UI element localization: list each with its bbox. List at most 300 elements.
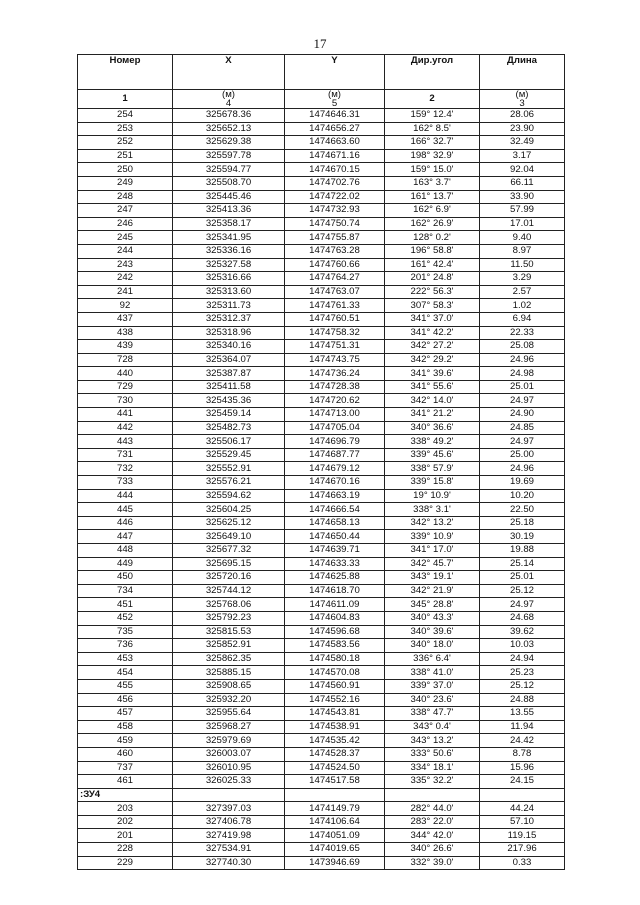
x-coordinate: 325979.69	[173, 734, 285, 748]
y-coordinate: 1474583.56	[285, 639, 385, 653]
point-number: 443	[78, 435, 173, 449]
empty-cell	[173, 788, 285, 802]
x-coordinate: 325435.36	[173, 394, 285, 408]
y-coordinate: 1474751.31	[285, 340, 385, 354]
table-row	[78, 394, 565, 408]
x-coordinate: 325677.32	[173, 544, 285, 558]
x-coordinate: 325445.46	[173, 190, 285, 204]
table-row	[78, 421, 565, 435]
point-number: 252	[78, 136, 173, 150]
unit-col-2: (м) 4	[173, 90, 285, 109]
x-coordinate: 325506.17	[173, 435, 285, 449]
y-coordinate: 1474658.13	[285, 516, 385, 530]
x-coordinate: 325629.38	[173, 136, 285, 150]
table-row	[78, 625, 565, 639]
table-row	[78, 367, 565, 381]
y-coordinate: 1474670.16	[285, 476, 385, 490]
y-coordinate: 1474713.00	[285, 408, 385, 422]
x-coordinate: 325625.12	[173, 516, 285, 530]
table-row	[78, 380, 565, 394]
direction-angle: 338° 49.2'	[385, 435, 480, 449]
y-coordinate: 1474618.70	[285, 584, 385, 598]
x-coordinate: 325482.73	[173, 421, 285, 435]
segment-length: 17.01	[480, 217, 565, 231]
y-coordinate: 1474535.42	[285, 734, 385, 748]
point-number: 452	[78, 611, 173, 625]
segment-length: 1.02	[480, 299, 565, 313]
segment-length: 22.33	[480, 326, 565, 340]
table-row	[78, 598, 565, 612]
segment-length: 24.96	[480, 462, 565, 476]
point-number: 242	[78, 272, 173, 286]
segment-length: 25.14	[480, 557, 565, 571]
x-coordinate: 325652.13	[173, 122, 285, 136]
segment-length: 11.50	[480, 258, 565, 272]
point-number: 202	[78, 815, 173, 829]
segment-length: 9.40	[480, 231, 565, 245]
table-row	[78, 747, 565, 761]
table-row	[78, 652, 565, 666]
x-coordinate: 325358.17	[173, 217, 285, 231]
table-row	[78, 666, 565, 680]
segment-length: 24.15	[480, 775, 565, 789]
point-number: 244	[78, 244, 173, 258]
segment-length: 39.62	[480, 625, 565, 639]
direction-angle: 161° 13.7'	[385, 190, 480, 204]
table-row	[78, 516, 565, 530]
direction-angle: 343° 19.1'	[385, 571, 480, 585]
table-row	[78, 843, 565, 857]
direction-angle: 166° 32.7'	[385, 136, 480, 150]
y-coordinate: 1474633.33	[285, 557, 385, 571]
direction-angle: 282° 44.0'	[385, 802, 480, 816]
x-coordinate: 326003.07	[173, 747, 285, 761]
table-row	[78, 693, 565, 707]
segment-length: 217.96	[480, 843, 565, 857]
direction-angle: 159° 12.4'	[385, 109, 480, 123]
segment-length: 19.69	[480, 476, 565, 490]
x-coordinate: 326025.33	[173, 775, 285, 789]
table-row	[78, 679, 565, 693]
x-coordinate: 325768.06	[173, 598, 285, 612]
x-coordinate: 325594.62	[173, 489, 285, 503]
x-coordinate: 325311.73	[173, 299, 285, 313]
x-coordinate: 325908.65	[173, 679, 285, 693]
table-row	[78, 312, 565, 326]
table-row	[78, 109, 565, 123]
direction-angle: 196° 58.8'	[385, 244, 480, 258]
segment-length: 2.57	[480, 285, 565, 299]
x-coordinate: 325387.87	[173, 367, 285, 381]
point-number: 250	[78, 163, 173, 177]
y-coordinate: 1474656.27	[285, 122, 385, 136]
x-coordinate: 325744.12	[173, 584, 285, 598]
segment-length: 24.68	[480, 611, 565, 625]
unit-col-3: (м) 5	[285, 90, 385, 109]
y-coordinate: 1474517.58	[285, 775, 385, 789]
point-number: 728	[78, 353, 173, 367]
x-coordinate: 325604.25	[173, 503, 285, 517]
x-coordinate: 325932.20	[173, 693, 285, 707]
y-coordinate: 1474580.18	[285, 652, 385, 666]
y-coordinate: 1474663.60	[285, 136, 385, 150]
segment-length: 19.88	[480, 544, 565, 558]
x-coordinate: 325341.95	[173, 231, 285, 245]
point-number: 461	[78, 775, 173, 789]
x-coordinate: 325508.70	[173, 176, 285, 190]
unit-col-1: 1	[78, 90, 173, 109]
point-number: 248	[78, 190, 173, 204]
point-number: 737	[78, 761, 173, 775]
segment-length: 44.24	[480, 802, 565, 816]
direction-angle: 159° 15.0'	[385, 163, 480, 177]
x-coordinate: 325852.91	[173, 639, 285, 653]
point-number: 456	[78, 693, 173, 707]
segment-length: 25.01	[480, 380, 565, 394]
point-number: 447	[78, 530, 173, 544]
header-y: Y	[285, 55, 385, 90]
direction-angle: 342° 45.7'	[385, 557, 480, 571]
direction-angle: 342° 14.0'	[385, 394, 480, 408]
point-number: 229	[78, 856, 173, 870]
direction-angle: 341° 39.6'	[385, 367, 480, 381]
point-number: 729	[78, 380, 173, 394]
direction-angle: 332° 39.0'	[385, 856, 480, 870]
point-number: 243	[78, 258, 173, 272]
page-number: 17	[313, 36, 327, 51]
y-coordinate: 1474650.44	[285, 530, 385, 544]
y-coordinate: 1474528.37	[285, 747, 385, 761]
segment-length: 10.03	[480, 639, 565, 653]
empty-cell	[480, 788, 565, 802]
point-number: 446	[78, 516, 173, 530]
section-row	[78, 788, 565, 802]
table-row	[78, 802, 565, 816]
direction-angle: 161° 42.4'	[385, 258, 480, 272]
point-number: 453	[78, 652, 173, 666]
segment-length: 3.29	[480, 272, 565, 286]
direction-angle: 162° 8.5'	[385, 122, 480, 136]
y-coordinate: 1474696.79	[285, 435, 385, 449]
segment-length: 24.88	[480, 693, 565, 707]
segment-length: 25.23	[480, 666, 565, 680]
direction-angle: 163° 3.7'	[385, 176, 480, 190]
segment-length: 33.90	[480, 190, 565, 204]
empty-cell	[385, 788, 480, 802]
segment-length: 25.18	[480, 516, 565, 530]
point-number: 203	[78, 802, 173, 816]
y-coordinate: 1474524.50	[285, 761, 385, 775]
segment-length: 25.12	[480, 584, 565, 598]
direction-angle: 342° 27.2'	[385, 340, 480, 354]
direction-angle: 340° 18.0'	[385, 639, 480, 653]
table-row	[78, 448, 565, 462]
x-coordinate: 325597.78	[173, 149, 285, 163]
y-coordinate: 1474538.91	[285, 720, 385, 734]
coordinates-table	[77, 54, 565, 870]
table-row	[78, 611, 565, 625]
table-row	[78, 299, 565, 313]
x-coordinate: 327397.03	[173, 802, 285, 816]
unit-col-5: (м) 3	[480, 90, 565, 109]
y-coordinate: 1474663.19	[285, 489, 385, 503]
point-number: 254	[78, 109, 173, 123]
point-number: 441	[78, 408, 173, 422]
point-number: 251	[78, 149, 173, 163]
point-number: 458	[78, 720, 173, 734]
direction-angle: 340° 43.3'	[385, 611, 480, 625]
segment-length: 25.01	[480, 571, 565, 585]
x-coordinate: 325364.07	[173, 353, 285, 367]
table-row	[78, 285, 565, 299]
point-number: 92	[78, 299, 173, 313]
y-coordinate: 1474679.12	[285, 462, 385, 476]
point-number: 253	[78, 122, 173, 136]
y-coordinate: 1474149.79	[285, 802, 385, 816]
segment-length: 24.94	[480, 652, 565, 666]
x-coordinate: 325678.36	[173, 109, 285, 123]
direction-angle: 339° 45.6'	[385, 448, 480, 462]
direction-angle: 338° 3.1'	[385, 503, 480, 517]
x-coordinate: 327740.30	[173, 856, 285, 870]
y-coordinate: 1474604.83	[285, 611, 385, 625]
x-coordinate: 327419.98	[173, 829, 285, 843]
y-coordinate: 1474743.75	[285, 353, 385, 367]
segment-length: 25.12	[480, 679, 565, 693]
table-row	[78, 435, 565, 449]
y-coordinate: 1474019.65	[285, 843, 385, 857]
header-number: Номер	[78, 55, 173, 90]
header-row	[78, 55, 565, 90]
segment-length: 23.90	[480, 122, 565, 136]
point-number: 228	[78, 843, 173, 857]
table-row	[78, 258, 565, 272]
point-number: 246	[78, 217, 173, 231]
segment-length: 57.99	[480, 204, 565, 218]
point-number: 736	[78, 639, 173, 653]
segment-length: 24.97	[480, 435, 565, 449]
table-row	[78, 856, 565, 870]
segment-length: 8.97	[480, 244, 565, 258]
table-row	[78, 720, 565, 734]
table-row	[78, 489, 565, 503]
direction-angle: 338° 47.7'	[385, 707, 480, 721]
table-row	[78, 571, 565, 585]
y-coordinate: 1474543.81	[285, 707, 385, 721]
x-coordinate: 327406.78	[173, 815, 285, 829]
point-number: 455	[78, 679, 173, 693]
segment-length: 24.42	[480, 734, 565, 748]
table-row	[78, 476, 565, 490]
y-coordinate: 1473946.69	[285, 856, 385, 870]
y-coordinate: 1474760.51	[285, 312, 385, 326]
segment-length: 30.19	[480, 530, 565, 544]
y-coordinate: 1474596.68	[285, 625, 385, 639]
direction-angle: 341° 55.6'	[385, 380, 480, 394]
table-row	[78, 557, 565, 571]
units-row	[78, 90, 565, 109]
table-row	[78, 530, 565, 544]
y-coordinate: 1474760.66	[285, 258, 385, 272]
y-coordinate: 1474728.38	[285, 380, 385, 394]
direction-angle: 343° 0.4'	[385, 720, 480, 734]
direction-angle: 307° 58.3'	[385, 299, 480, 313]
direction-angle: 342° 21.9'	[385, 584, 480, 598]
x-coordinate: 327534.91	[173, 843, 285, 857]
table-row	[78, 272, 565, 286]
x-coordinate: 325318.96	[173, 326, 285, 340]
y-coordinate: 1474705.04	[285, 421, 385, 435]
direction-angle: 222° 56.3'	[385, 285, 480, 299]
y-coordinate: 1474639.71	[285, 544, 385, 558]
table-row	[78, 163, 565, 177]
x-coordinate: 325316.66	[173, 272, 285, 286]
point-number: 438	[78, 326, 173, 340]
unit-col-4: 2	[385, 90, 480, 109]
segment-length: 10.20	[480, 489, 565, 503]
direction-angle: 341° 42.2'	[385, 326, 480, 340]
table-row	[78, 217, 565, 231]
section-label: :ЗУ4	[78, 788, 173, 802]
direction-angle: 339° 15.8'	[385, 476, 480, 490]
point-number: 460	[78, 747, 173, 761]
point-number: 732	[78, 462, 173, 476]
y-coordinate: 1474625.88	[285, 571, 385, 585]
x-coordinate: 325312.37	[173, 312, 285, 326]
point-number: 241	[78, 285, 173, 299]
point-number: 247	[78, 204, 173, 218]
direction-angle: 162° 26.9'	[385, 217, 480, 231]
table-row	[78, 829, 565, 843]
y-coordinate: 1474560.91	[285, 679, 385, 693]
direction-angle: 340° 23.6'	[385, 693, 480, 707]
table-row	[78, 462, 565, 476]
x-coordinate: 326010.95	[173, 761, 285, 775]
segment-length: 24.85	[480, 421, 565, 435]
table-row	[78, 122, 565, 136]
point-number: 733	[78, 476, 173, 490]
point-number: 245	[78, 231, 173, 245]
y-coordinate: 1474755.87	[285, 231, 385, 245]
segment-length: 32.49	[480, 136, 565, 150]
empty-cell	[285, 788, 385, 802]
y-coordinate: 1474736.24	[285, 367, 385, 381]
direction-angle: 339° 37.0'	[385, 679, 480, 693]
y-coordinate: 1474764.27	[285, 272, 385, 286]
y-coordinate: 1474758.32	[285, 326, 385, 340]
point-number: 459	[78, 734, 173, 748]
table-row	[78, 340, 565, 354]
y-coordinate: 1474761.33	[285, 299, 385, 313]
table-row	[78, 204, 565, 218]
y-coordinate: 1474051.09	[285, 829, 385, 843]
x-coordinate: 325529.45	[173, 448, 285, 462]
direction-angle: 345° 28.8'	[385, 598, 480, 612]
table-row	[78, 176, 565, 190]
x-coordinate: 325815.53	[173, 625, 285, 639]
segment-length: 3.17	[480, 149, 565, 163]
header-direction-angle: Дир.угол	[385, 55, 480, 90]
segment-length: 24.97	[480, 394, 565, 408]
table-row	[78, 775, 565, 789]
segment-length: 24.97	[480, 598, 565, 612]
point-number: 442	[78, 421, 173, 435]
y-coordinate: 1474720.62	[285, 394, 385, 408]
point-number: 448	[78, 544, 173, 558]
segment-length: 66.11	[480, 176, 565, 190]
point-number: 734	[78, 584, 173, 598]
segment-length: 92.04	[480, 163, 565, 177]
table-row	[78, 707, 565, 721]
direction-angle: 334° 18.1'	[385, 761, 480, 775]
y-coordinate: 1474687.77	[285, 448, 385, 462]
y-coordinate: 1474702.76	[285, 176, 385, 190]
segment-length: 22.50	[480, 503, 565, 517]
segment-length: 8.78	[480, 747, 565, 761]
x-coordinate: 325313.60	[173, 285, 285, 299]
direction-angle: 340° 26.6'	[385, 843, 480, 857]
direction-angle: 338° 57.9'	[385, 462, 480, 476]
point-number: 249	[78, 176, 173, 190]
direction-angle: 342° 13.2'	[385, 516, 480, 530]
x-coordinate: 325695.15	[173, 557, 285, 571]
point-number: 451	[78, 598, 173, 612]
x-coordinate: 325792.23	[173, 611, 285, 625]
segment-length: 28.06	[480, 109, 565, 123]
y-coordinate: 1474570.08	[285, 666, 385, 680]
segment-length: 25.08	[480, 340, 565, 354]
header-x: X	[173, 55, 285, 90]
direction-angle: 340° 39.6'	[385, 625, 480, 639]
y-coordinate: 1474552.16	[285, 693, 385, 707]
table-row	[78, 761, 565, 775]
direction-angle: 336° 6.4'	[385, 652, 480, 666]
point-number: 439	[78, 340, 173, 354]
x-coordinate: 325720.16	[173, 571, 285, 585]
point-number: 730	[78, 394, 173, 408]
table-row	[78, 815, 565, 829]
direction-angle: 344° 42.0'	[385, 829, 480, 843]
x-coordinate: 325327.58	[173, 258, 285, 272]
point-number: 731	[78, 448, 173, 462]
x-coordinate: 325336.16	[173, 244, 285, 258]
table-row	[78, 326, 565, 340]
direction-angle: 335° 32.2'	[385, 775, 480, 789]
y-coordinate: 1474670.15	[285, 163, 385, 177]
table-row	[78, 544, 565, 558]
table-row	[78, 408, 565, 422]
point-number: 440	[78, 367, 173, 381]
segment-length: 57.10	[480, 815, 565, 829]
table-row	[78, 353, 565, 367]
y-coordinate: 1474646.31	[285, 109, 385, 123]
segment-length: 24.90	[480, 408, 565, 422]
point-number: 437	[78, 312, 173, 326]
table-row	[78, 503, 565, 517]
y-coordinate: 1474763.07	[285, 285, 385, 299]
y-coordinate: 1474671.16	[285, 149, 385, 163]
x-coordinate: 325552.91	[173, 462, 285, 476]
table-row	[78, 734, 565, 748]
y-coordinate: 1474106.64	[285, 815, 385, 829]
direction-angle: 333° 50.6'	[385, 747, 480, 761]
header-length: Длина	[480, 55, 565, 90]
direction-angle: 283° 22.0'	[385, 815, 480, 829]
x-coordinate: 325955.64	[173, 707, 285, 721]
table-row	[78, 639, 565, 653]
segment-length: 24.96	[480, 353, 565, 367]
direction-angle: 19° 10.9'	[385, 489, 480, 503]
